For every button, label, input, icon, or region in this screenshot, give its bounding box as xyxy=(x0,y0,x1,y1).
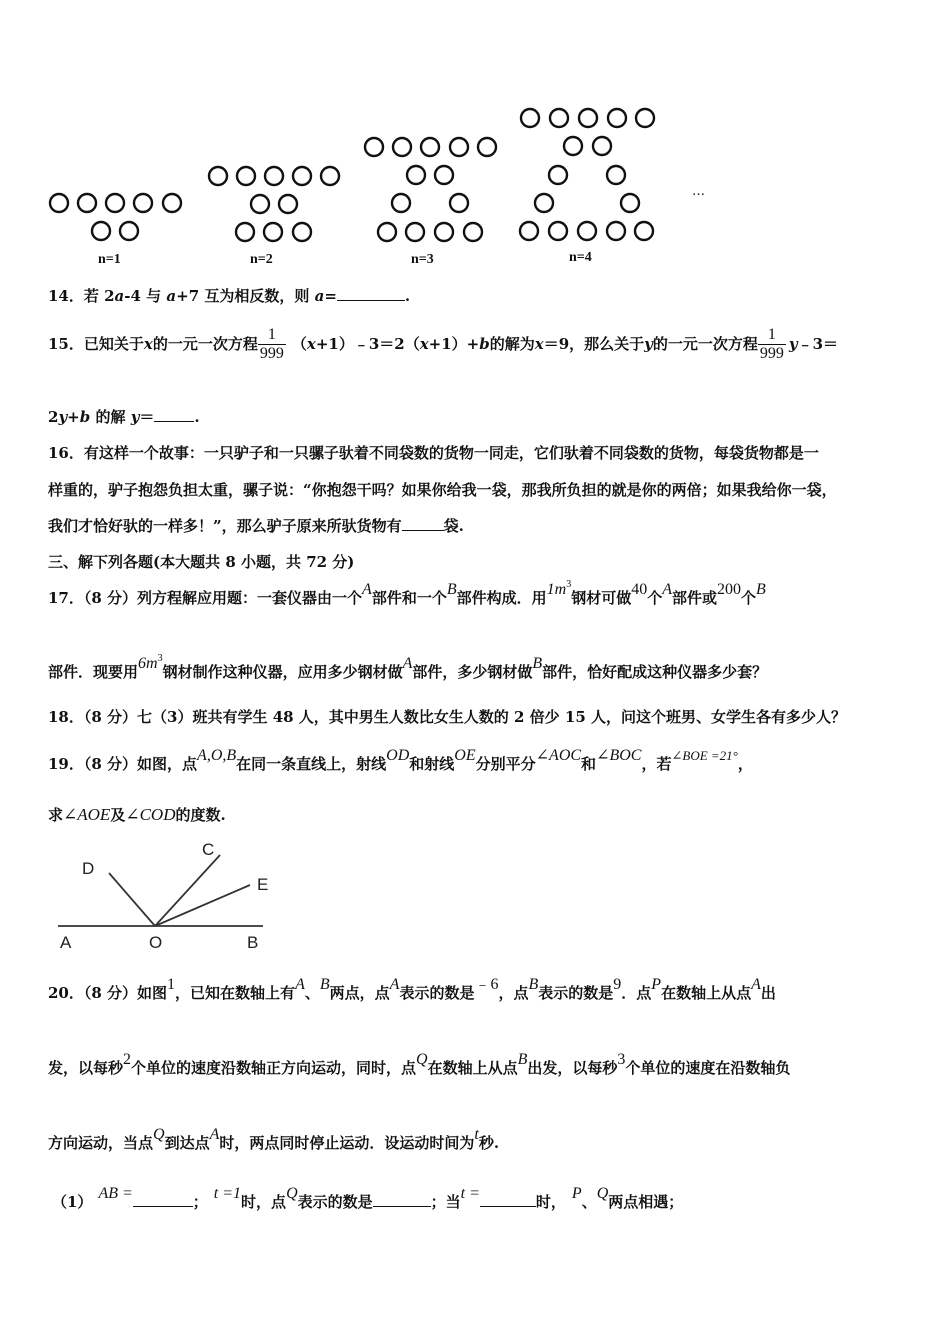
ray-OD xyxy=(109,873,155,926)
answer-blank[interactable] xyxy=(337,286,405,301)
pattern-label-n4: n=4 xyxy=(569,250,592,265)
section-3-heading: 三、解下列各题(本大题共 8 小题，共 72 分) xyxy=(48,553,355,571)
ray-OE xyxy=(155,885,250,926)
fraction-1-999-second: $\frac{1}{999}$ xyxy=(759,325,784,362)
label-D: D xyxy=(82,859,95,878)
question-15-line1: 15． 已知关于 x 的一元一次方程 $\frac{1}{999}$ （ x +1）﹣3＝2（ x +1）+ b 的解为 x ＝9，那么关于 y 的一元一次方程 $\frac{1}{999}$ y ﹣3＝ xyxy=(48,325,839,362)
question-17-line1: 17．（8 分）列方程解应用题：一套仪器由一个A部件和一个B部件构成．用$1m^3$钢材可做40个A部件或200个B xyxy=(48,579,766,607)
pattern-n2 xyxy=(209,167,339,241)
pattern-label-n3: n=3 xyxy=(411,252,434,267)
question-14: 14．若 2a-4 与 a+7 互为相反数，则 a= . xyxy=(48,287,411,305)
circle-pattern-figure xyxy=(0,0,950,280)
pattern-label-n1: n=1 xyxy=(98,252,121,267)
pattern-label-n2: n=2 xyxy=(250,252,273,267)
answer-blank-t[interactable] xyxy=(480,1192,536,1207)
pattern-n4 xyxy=(520,109,654,240)
question-20-line2: 发，以每秒2个单位的速度沿数轴正方向运动，同时，点Q在数轴上从点B出发，以每秒3个单位的速度在沿数轴负 xyxy=(48,1051,791,1077)
question-15-line2: 2y+b 的解 y＝ . xyxy=(48,408,200,426)
question-16-line3: 我们才恰好驮的一样多！”，那么驴子原来所驮货物有 袋. xyxy=(48,517,464,535)
label-E: E xyxy=(257,875,269,894)
angle-figure xyxy=(50,835,280,955)
question-18: 18．（8 分）七（3）班共有学生 48 人，其中男生人数比女生人数的 2 倍少 15 人，问这个班男、女学生各有多少人？ xyxy=(48,708,846,726)
ray-OC xyxy=(155,855,220,926)
answer-blank[interactable] xyxy=(402,516,444,531)
question-16-line1: 16．有这样一个故事：一只驴子和一只骡子驮着不同袋数的货物一同走，它们驮着不同袋数的货物，每袋货物都是一 xyxy=(48,444,819,462)
fraction-1-999: $\frac{1}{999}$ xyxy=(259,325,284,362)
question-19-line2: 求∠AOE及∠COD的度数. xyxy=(48,805,226,824)
label-A: A xyxy=(60,933,72,952)
answer-blank-q[interactable] xyxy=(373,1192,431,1207)
question-20-line1: 20．（8 分）如图1，已知在数轴上有A、B两点，点A表示的数是﹣6，点B表示的数是9．点P在数轴上从点A出 xyxy=(48,976,776,1002)
question-17-line2: 部件．现要用$6m^3$钢材制作这种仪器，应用多少钢材做A部件，多少钢材做B部件，恰好配成这种仪器多少套？ xyxy=(48,653,768,681)
pattern-ellipsis: … xyxy=(692,184,705,199)
pattern-n1 xyxy=(50,194,181,240)
question-20-line3: 方向运动，当点Q到达点A时，两点同时停止运动．设运动时间为t秒. xyxy=(48,1126,500,1152)
answer-blank-ab[interactable] xyxy=(133,1192,193,1207)
answer-blank[interactable] xyxy=(154,407,194,422)
question-20-part1: （1） AB = ； t =1时，点Q表示的数是 ；当t = 时， P、Q两点相遇； xyxy=(52,1185,684,1211)
label-O: O xyxy=(149,933,163,952)
label-B: B xyxy=(247,933,259,952)
question-19-line1: 19．（8 分）如图，点A,O,B在同一条直线上，射线OD和射线OE分别平分∠AOC和∠BOC，若∠BOE =21°， xyxy=(48,747,753,773)
pattern-n3 xyxy=(365,138,496,241)
label-C: C xyxy=(202,840,215,859)
question-16-line2: 样重的，驴子抱怨负担太重，骡子说：“你抱怨干吗？如果你给我一袋，那我所负担的就是你的两倍；如果我给你一袋， xyxy=(48,481,837,499)
